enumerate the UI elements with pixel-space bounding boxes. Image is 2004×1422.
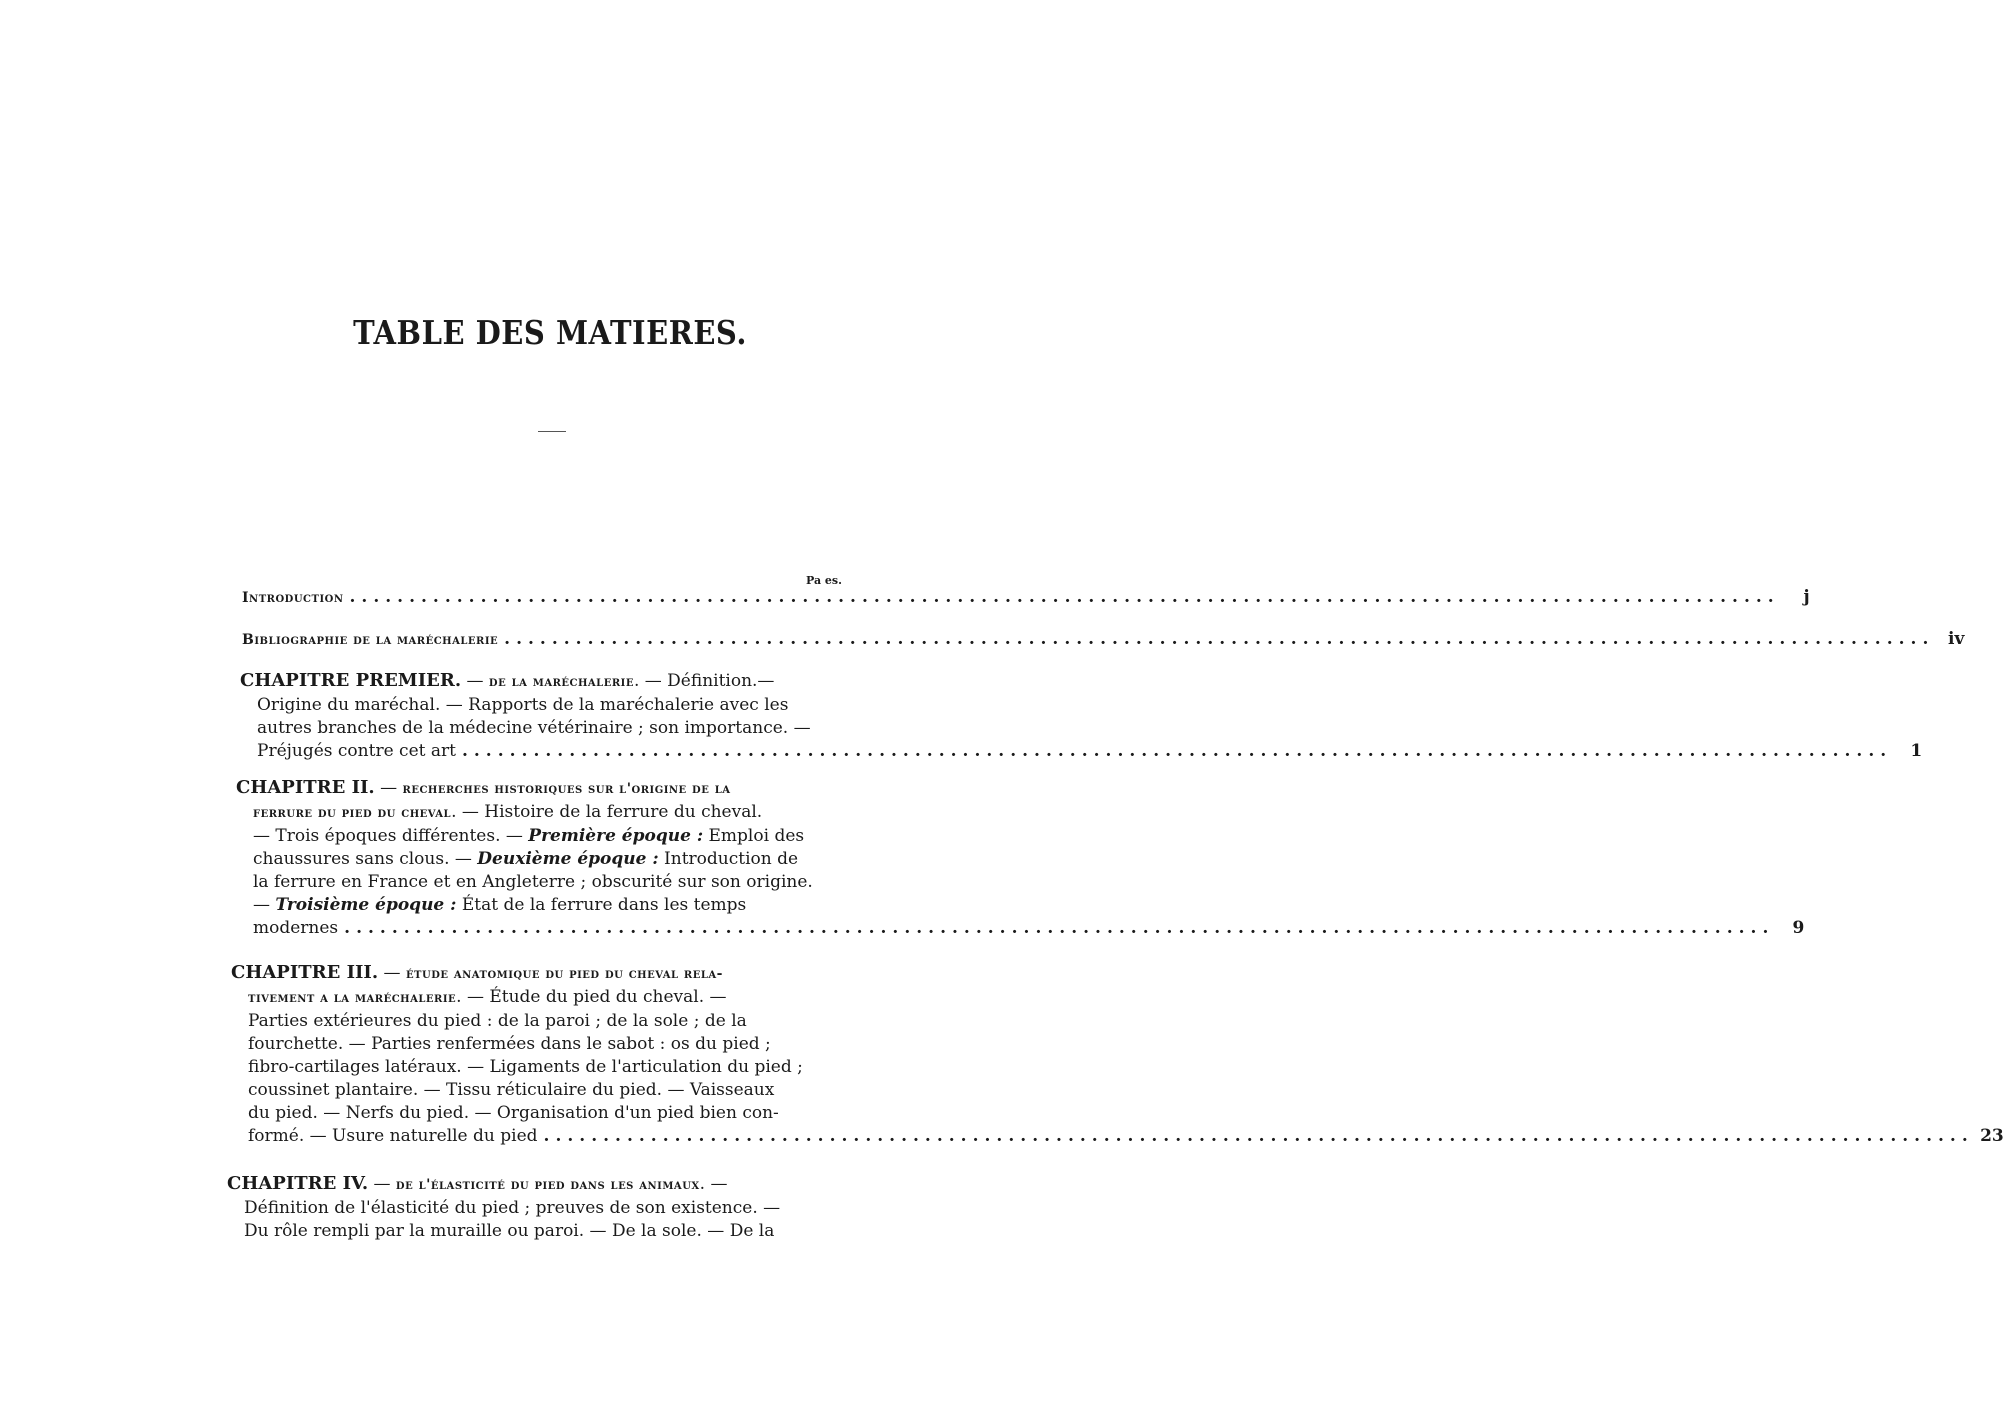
toc-line-text bbox=[248, 1102, 779, 1125]
toc-line bbox=[240, 669, 850, 694]
title-ornament bbox=[538, 431, 566, 432]
dot-leader: ........................................................................................................................ bbox=[504, 629, 1935, 649]
toc-line bbox=[231, 1102, 839, 1125]
toc-line bbox=[240, 740, 1923, 763]
toc-text-run: du pied. — Nerfs du pied. — Organisation d'un pied bien con- bbox=[248, 1103, 779, 1123]
toc-line bbox=[227, 1172, 827, 1197]
toc-line-text bbox=[253, 871, 813, 894]
toc-line-text bbox=[248, 1033, 771, 1056]
toc-entry-chapitre-1[interactable] bbox=[240, 669, 1923, 763]
toc-line bbox=[236, 825, 848, 848]
page-title: TABLE DES MATIERES. bbox=[353, 313, 747, 353]
page-number: iv bbox=[1948, 629, 1965, 649]
toc-entry-chapitre-4[interactable] bbox=[227, 1172, 827, 1243]
epoch-label: Troisième époque : bbox=[275, 895, 457, 915]
chapter-subject: ferrure du pied du cheval bbox=[253, 805, 452, 821]
dot-leader: ........................................................................................................................ bbox=[461, 741, 1893, 761]
toc-line bbox=[227, 1197, 827, 1220]
toc-text-run: — bbox=[378, 963, 406, 983]
toc-text-run: formé. — Usure naturelle du pied bbox=[248, 1126, 538, 1146]
toc-line bbox=[236, 801, 848, 825]
chapter-subject: de la maréchalerie bbox=[488, 674, 634, 690]
toc-line-text bbox=[248, 1079, 774, 1102]
toc-line-text bbox=[248, 1010, 747, 1033]
toc-line-text bbox=[244, 1220, 774, 1243]
toc-text-run: — bbox=[374, 778, 403, 798]
toc-line bbox=[236, 894, 848, 917]
chapter-subject: Bibliographie de la maréchalerie bbox=[242, 632, 499, 648]
toc-line-text bbox=[253, 848, 798, 871]
toc-text-run: — bbox=[368, 1174, 396, 1194]
toc-text-run: Emploi des bbox=[703, 826, 805, 846]
toc-text-run: . — Histoire de la ferrure du cheval. bbox=[451, 802, 763, 822]
chapter-heading: CHAPITRE IV. bbox=[227, 1173, 369, 1194]
toc-entry-introduction[interactable] bbox=[242, 586, 1810, 610]
toc-text-run: fibro-cartilages latéraux. — Ligaments de l'articulation du pied ; bbox=[248, 1057, 803, 1077]
toc-text-run: autres branches de la médecine vétérinaire ; son importance. — bbox=[257, 718, 811, 738]
toc-text-run: État de la ferrure dans les temps bbox=[456, 895, 747, 915]
toc-text-run: . — Définition.— bbox=[633, 671, 775, 691]
toc-line bbox=[231, 1079, 839, 1102]
chapter-subject: de l'élasticité du pied dans les animaux bbox=[395, 1177, 700, 1193]
toc-line-text bbox=[244, 1197, 780, 1220]
page-number: 9 bbox=[1792, 918, 1805, 938]
toc-line-text bbox=[248, 986, 727, 1010]
toc-line bbox=[242, 586, 1810, 610]
chapter-subject: étude anatomique du pied du cheval rela- bbox=[405, 966, 723, 982]
toc-text-run: modernes bbox=[253, 918, 339, 938]
page-number: 23 bbox=[1980, 1126, 2004, 1146]
toc-text-run: . — bbox=[699, 1174, 728, 1194]
toc-line-text bbox=[236, 776, 731, 801]
toc-line bbox=[231, 1056, 839, 1079]
pages-column-label: Pa es. bbox=[806, 574, 842, 587]
dot-leader: ........................................................................................................................ bbox=[344, 918, 1775, 938]
toc-text-run: — bbox=[461, 671, 489, 691]
toc-line-text bbox=[231, 961, 723, 986]
toc-text-run: coussinet plantaire. — Tissu réticulaire du pied. — Vaisseaux bbox=[248, 1080, 775, 1100]
toc-line bbox=[231, 1033, 839, 1056]
toc-line bbox=[231, 1125, 2004, 1148]
toc-line bbox=[231, 1010, 839, 1033]
toc-line-text bbox=[257, 740, 456, 763]
toc-line-text bbox=[257, 694, 788, 717]
chapter-heading: CHAPITRE III. bbox=[231, 962, 379, 983]
chapter-heading: CHAPITRE PREMIER. bbox=[240, 670, 462, 691]
toc-entry-chapitre-3[interactable] bbox=[231, 961, 2004, 1148]
toc-line-text bbox=[242, 628, 498, 652]
toc-line bbox=[236, 776, 848, 801]
toc-entry-bibliographie[interactable] bbox=[242, 628, 1965, 652]
toc-line-text bbox=[242, 586, 343, 610]
toc-line-text bbox=[253, 894, 746, 917]
toc-line-text bbox=[253, 825, 804, 848]
dot-leader: ........................................................................................................................ bbox=[543, 1126, 1974, 1146]
toc-text-run: — Trois époques différentes. — bbox=[253, 826, 529, 846]
toc-line-text bbox=[248, 1125, 538, 1148]
epoch-label: Deuxième époque : bbox=[477, 849, 659, 869]
toc-text-run: Origine du maréchal. — Rapports de la maréchalerie avec les bbox=[257, 695, 789, 715]
toc-text-run: Du rôle rempli par la muraille ou paroi. — De la sole. — De la bbox=[244, 1221, 775, 1241]
toc-line bbox=[227, 1220, 827, 1243]
chapter-subject: recherches historiques sur l'origine de la bbox=[402, 781, 731, 797]
toc-line bbox=[231, 986, 839, 1010]
toc-line-text bbox=[253, 917, 338, 940]
toc-line-text bbox=[257, 717, 811, 740]
toc-text-run: fourchette. — Parties renfermées dans le sabot : os du pied ; bbox=[248, 1034, 771, 1054]
toc-line-text bbox=[227, 1172, 727, 1197]
toc-line bbox=[236, 917, 1805, 940]
toc-text-run: Définition de l'élasticité du pied ; preuves de son existence. — bbox=[244, 1198, 781, 1218]
toc-text-run: — bbox=[253, 895, 276, 915]
toc-text-run: la ferrure en France et en Angleterre ; obscurité sur son origine. bbox=[253, 872, 813, 892]
chapter-subject: Introduction bbox=[242, 590, 344, 606]
page-number: 1 bbox=[1910, 741, 1923, 761]
toc-line-text bbox=[240, 669, 774, 694]
chapter-heading: CHAPITRE II. bbox=[236, 777, 375, 798]
page-number: j bbox=[1803, 587, 1810, 607]
toc-text-run: Préjugés contre cet art bbox=[257, 741, 456, 761]
toc-line bbox=[240, 717, 850, 740]
toc-text-run: . — Étude du pied du cheval. — bbox=[456, 987, 727, 1007]
toc-line-text bbox=[248, 1056, 803, 1079]
toc-line bbox=[240, 694, 850, 717]
dot-leader: ........................................................................................................................ bbox=[349, 587, 1780, 607]
toc-text-run: chaussures sans clous. — bbox=[253, 849, 478, 869]
toc-line-text bbox=[253, 801, 762, 825]
chapter-subject: tivement a la maréchalerie bbox=[248, 990, 457, 1006]
toc-text-run: Introduction de bbox=[658, 849, 799, 869]
epoch-label: Première époque : bbox=[528, 826, 704, 846]
toc-entry-chapitre-2[interactable] bbox=[236, 776, 1805, 940]
toc-text-run: Parties extérieures du pied : de la paroi ; de la sole ; de la bbox=[248, 1011, 747, 1031]
toc-line bbox=[236, 871, 848, 894]
toc-line bbox=[236, 848, 848, 871]
toc-line bbox=[231, 961, 839, 986]
toc-line bbox=[242, 628, 1965, 652]
